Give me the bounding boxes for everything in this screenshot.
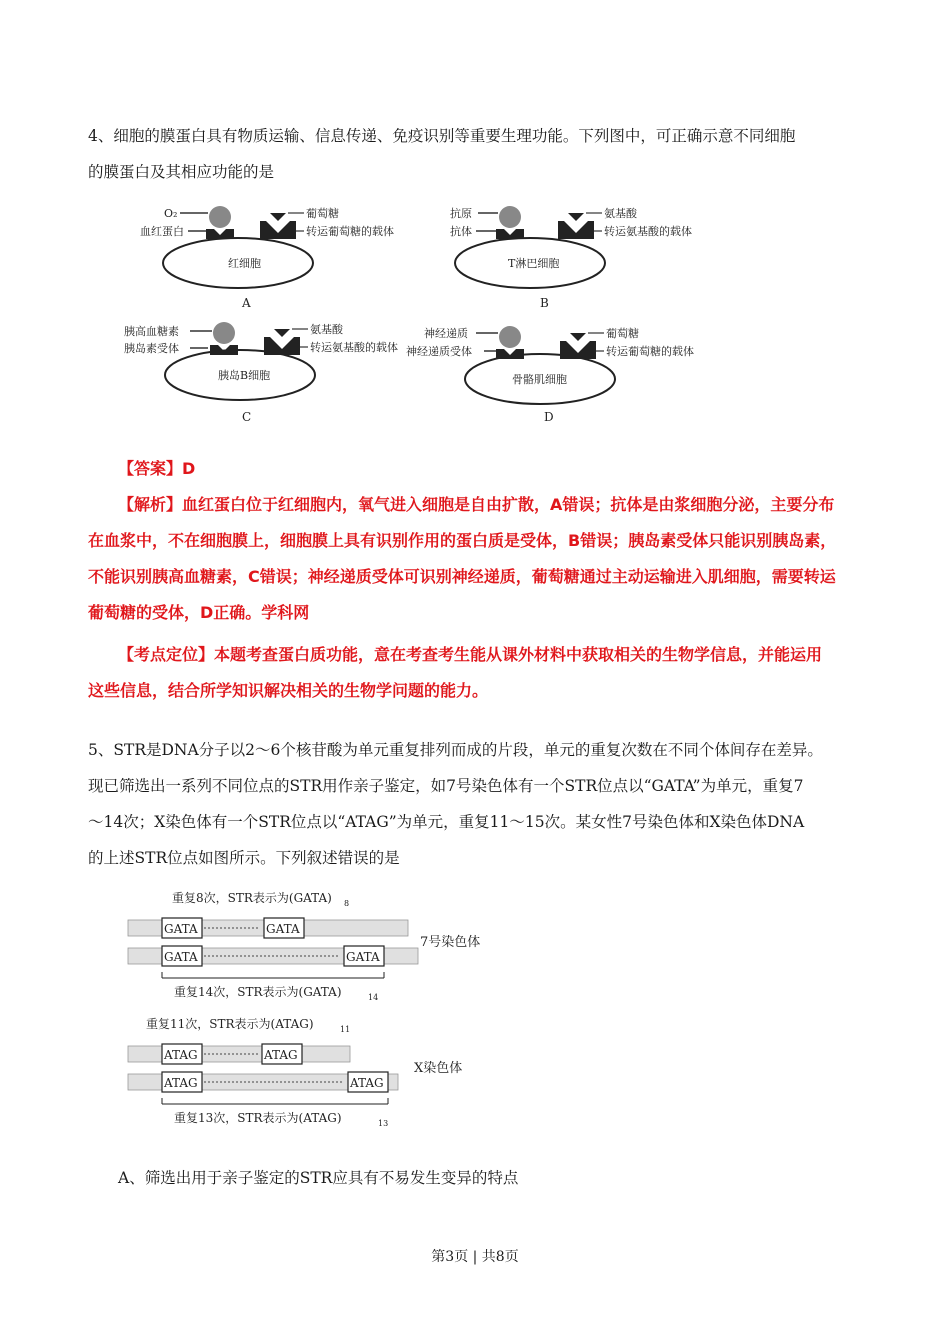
str-figure xyxy=(118,882,498,1130)
panel-c-left-bottom: 胰岛素受体 xyxy=(124,342,179,355)
chrx-bottom-unit-right: ATAG xyxy=(350,1076,384,1090)
chrx-top-label: 重复11次，STR表示为(ATAG) xyxy=(146,1017,314,1031)
panel-b-left-bottom: 抗体 xyxy=(450,225,472,238)
chr7-top-sub: 8 xyxy=(344,899,350,908)
panel-a-left-top: O₂ xyxy=(164,207,178,220)
point-tag: 【考点定位】 xyxy=(118,645,215,664)
chr7-name: 7号染色体 xyxy=(420,935,481,950)
chrx-top-unit-left: ATAG xyxy=(164,1048,198,1062)
panel-a xyxy=(140,206,394,310)
analysis-line-1 xyxy=(118,487,878,523)
panel-d-right-top: 葡萄糖 xyxy=(606,327,639,340)
answer-value: D xyxy=(182,459,196,478)
chr7-bottom-unit-left: GATA xyxy=(164,950,198,964)
point-text-1: 本题考查蛋白质功能，意在考查考生能从课外材料中获取相关的生物学信息，并能运用 xyxy=(214,645,823,664)
membrane-protein-figure xyxy=(120,195,710,430)
panel-d-right-bottom: 转运葡萄糖的载体 xyxy=(606,345,694,358)
page-footer: 第3页 | 共8页 xyxy=(431,1249,519,1265)
panel-b-cell-label: T淋巴细胞 xyxy=(508,257,560,270)
chr7-bottom-sub: 14 xyxy=(368,993,379,1002)
chrx-name: X染色体 xyxy=(414,1061,463,1076)
answer-tag: 【答案】 xyxy=(118,459,183,478)
panel-c-right-bottom: 转运氨基酸的载体 xyxy=(310,341,398,354)
panel-a-right-top: 葡萄糖 xyxy=(306,207,339,220)
panel-d xyxy=(406,326,694,424)
chr7-bottom-unit-right: GATA xyxy=(346,950,380,964)
panel-b-right-top: 氨基酸 xyxy=(604,207,637,220)
panel-b-right-bottom: 转运氨基酸的载体 xyxy=(604,225,692,238)
panel-b-left-top: 抗原 xyxy=(450,207,472,220)
panel-a-letter: A xyxy=(242,296,251,310)
panel-d-left-bottom: 神经递质受体 xyxy=(406,345,472,358)
panel-a-left-bottom: 血红蛋白 xyxy=(140,225,184,238)
chr7-top-unit-right: GATA xyxy=(266,922,300,936)
analysis-line-2: 在血浆中，不在细胞膜上，细胞膜上具有识别作用的蛋白质是受体，B错误；胰岛素受体只能识别胰岛素， xyxy=(88,531,837,550)
q4-line-2: 的膜蛋白及其相应功能的是 xyxy=(88,163,275,181)
q4-line-1: 4、细胞的膜蛋白具有物质运输、信息传递、免疫识别等重要生理功能。下列图中，可正确示意不同细胞 xyxy=(88,127,796,145)
option-a: A、筛选出用于亲子鉴定的STR应具有不易发生变异的特点 xyxy=(118,1169,519,1187)
point-line-2: 这些信息，结合所学知识解决相关的生物学问题的能力。 xyxy=(88,681,489,700)
panel-b-letter: B xyxy=(540,296,549,310)
panel-c-letter: C xyxy=(242,410,252,424)
chrx-top-unit-right: ATAG xyxy=(264,1048,298,1062)
panel-d-left-top: 神经递质 xyxy=(424,327,468,340)
analysis-tag: 【解析】 xyxy=(118,495,183,514)
panel-a-cell-label: 红细胞 xyxy=(228,257,261,270)
panel-d-letter: D xyxy=(544,410,554,424)
analysis-line-3: 不能识别胰高血糖素，C错误；神经递质受体可识别神经递质，葡萄糖通过主动运输进入肌细胞，需要转运 xyxy=(88,567,836,586)
panel-a-right-bottom: 转运葡萄糖的载体 xyxy=(306,225,394,238)
chrx-bottom-label: 重复13次，STR表示为(ATAG) xyxy=(174,1111,342,1125)
chr7-bottom-label: 重复14次，STR表示为(GATA) xyxy=(174,985,342,999)
chr7-top-unit-left: GATA xyxy=(164,922,198,936)
panel-d-cell-label: 骨骼肌细胞 xyxy=(512,373,567,386)
q5-line-1: 5、STR是DNA分子以2～6个核苷酸为单元重复排列而成的片段，单元的重复次数在不同个体间存在差异。 xyxy=(88,741,823,759)
chrx-top-sub: 11 xyxy=(340,1025,351,1034)
answer-line xyxy=(118,451,195,487)
q5-line-3: ～14次；X染色体有一个STR位点以“ATAG”为单元，重复11～15次。某女性7号染色体和X染色体DNA xyxy=(88,813,805,831)
chrx-bottom-sub: 13 xyxy=(378,1119,389,1128)
chrx-bottom-unit-left: ATAG xyxy=(164,1076,198,1090)
panel-c-cell-label: 胰岛B细胞 xyxy=(218,369,271,382)
analysis-line-4: 葡萄糖的受体，D正确。学科网 xyxy=(88,603,310,622)
q5-line-4: 的上述STR位点如图所示。下列叙述错误的是 xyxy=(88,849,400,867)
panel-c-left-top: 胰高血糖素 xyxy=(124,325,179,338)
panel-c-right-top: 氨基酸 xyxy=(310,323,343,336)
q5-line-2: 现已筛选出一系列不同位点的STR用作亲子鉴定，如7号染色体有一个STR位点以“GATA”为单元，重复7 xyxy=(88,777,804,795)
panel-b xyxy=(450,206,692,310)
point-line-1 xyxy=(118,637,822,673)
chr7-top-label: 重复8次，STR表示为(GATA) xyxy=(172,891,332,905)
panel-c xyxy=(124,322,398,424)
analysis-text-1: 血红蛋白位于红细胞内，氧气进入细胞是自由扩散，A错误；抗体是由浆细胞分泌，主要分布 xyxy=(182,495,835,514)
